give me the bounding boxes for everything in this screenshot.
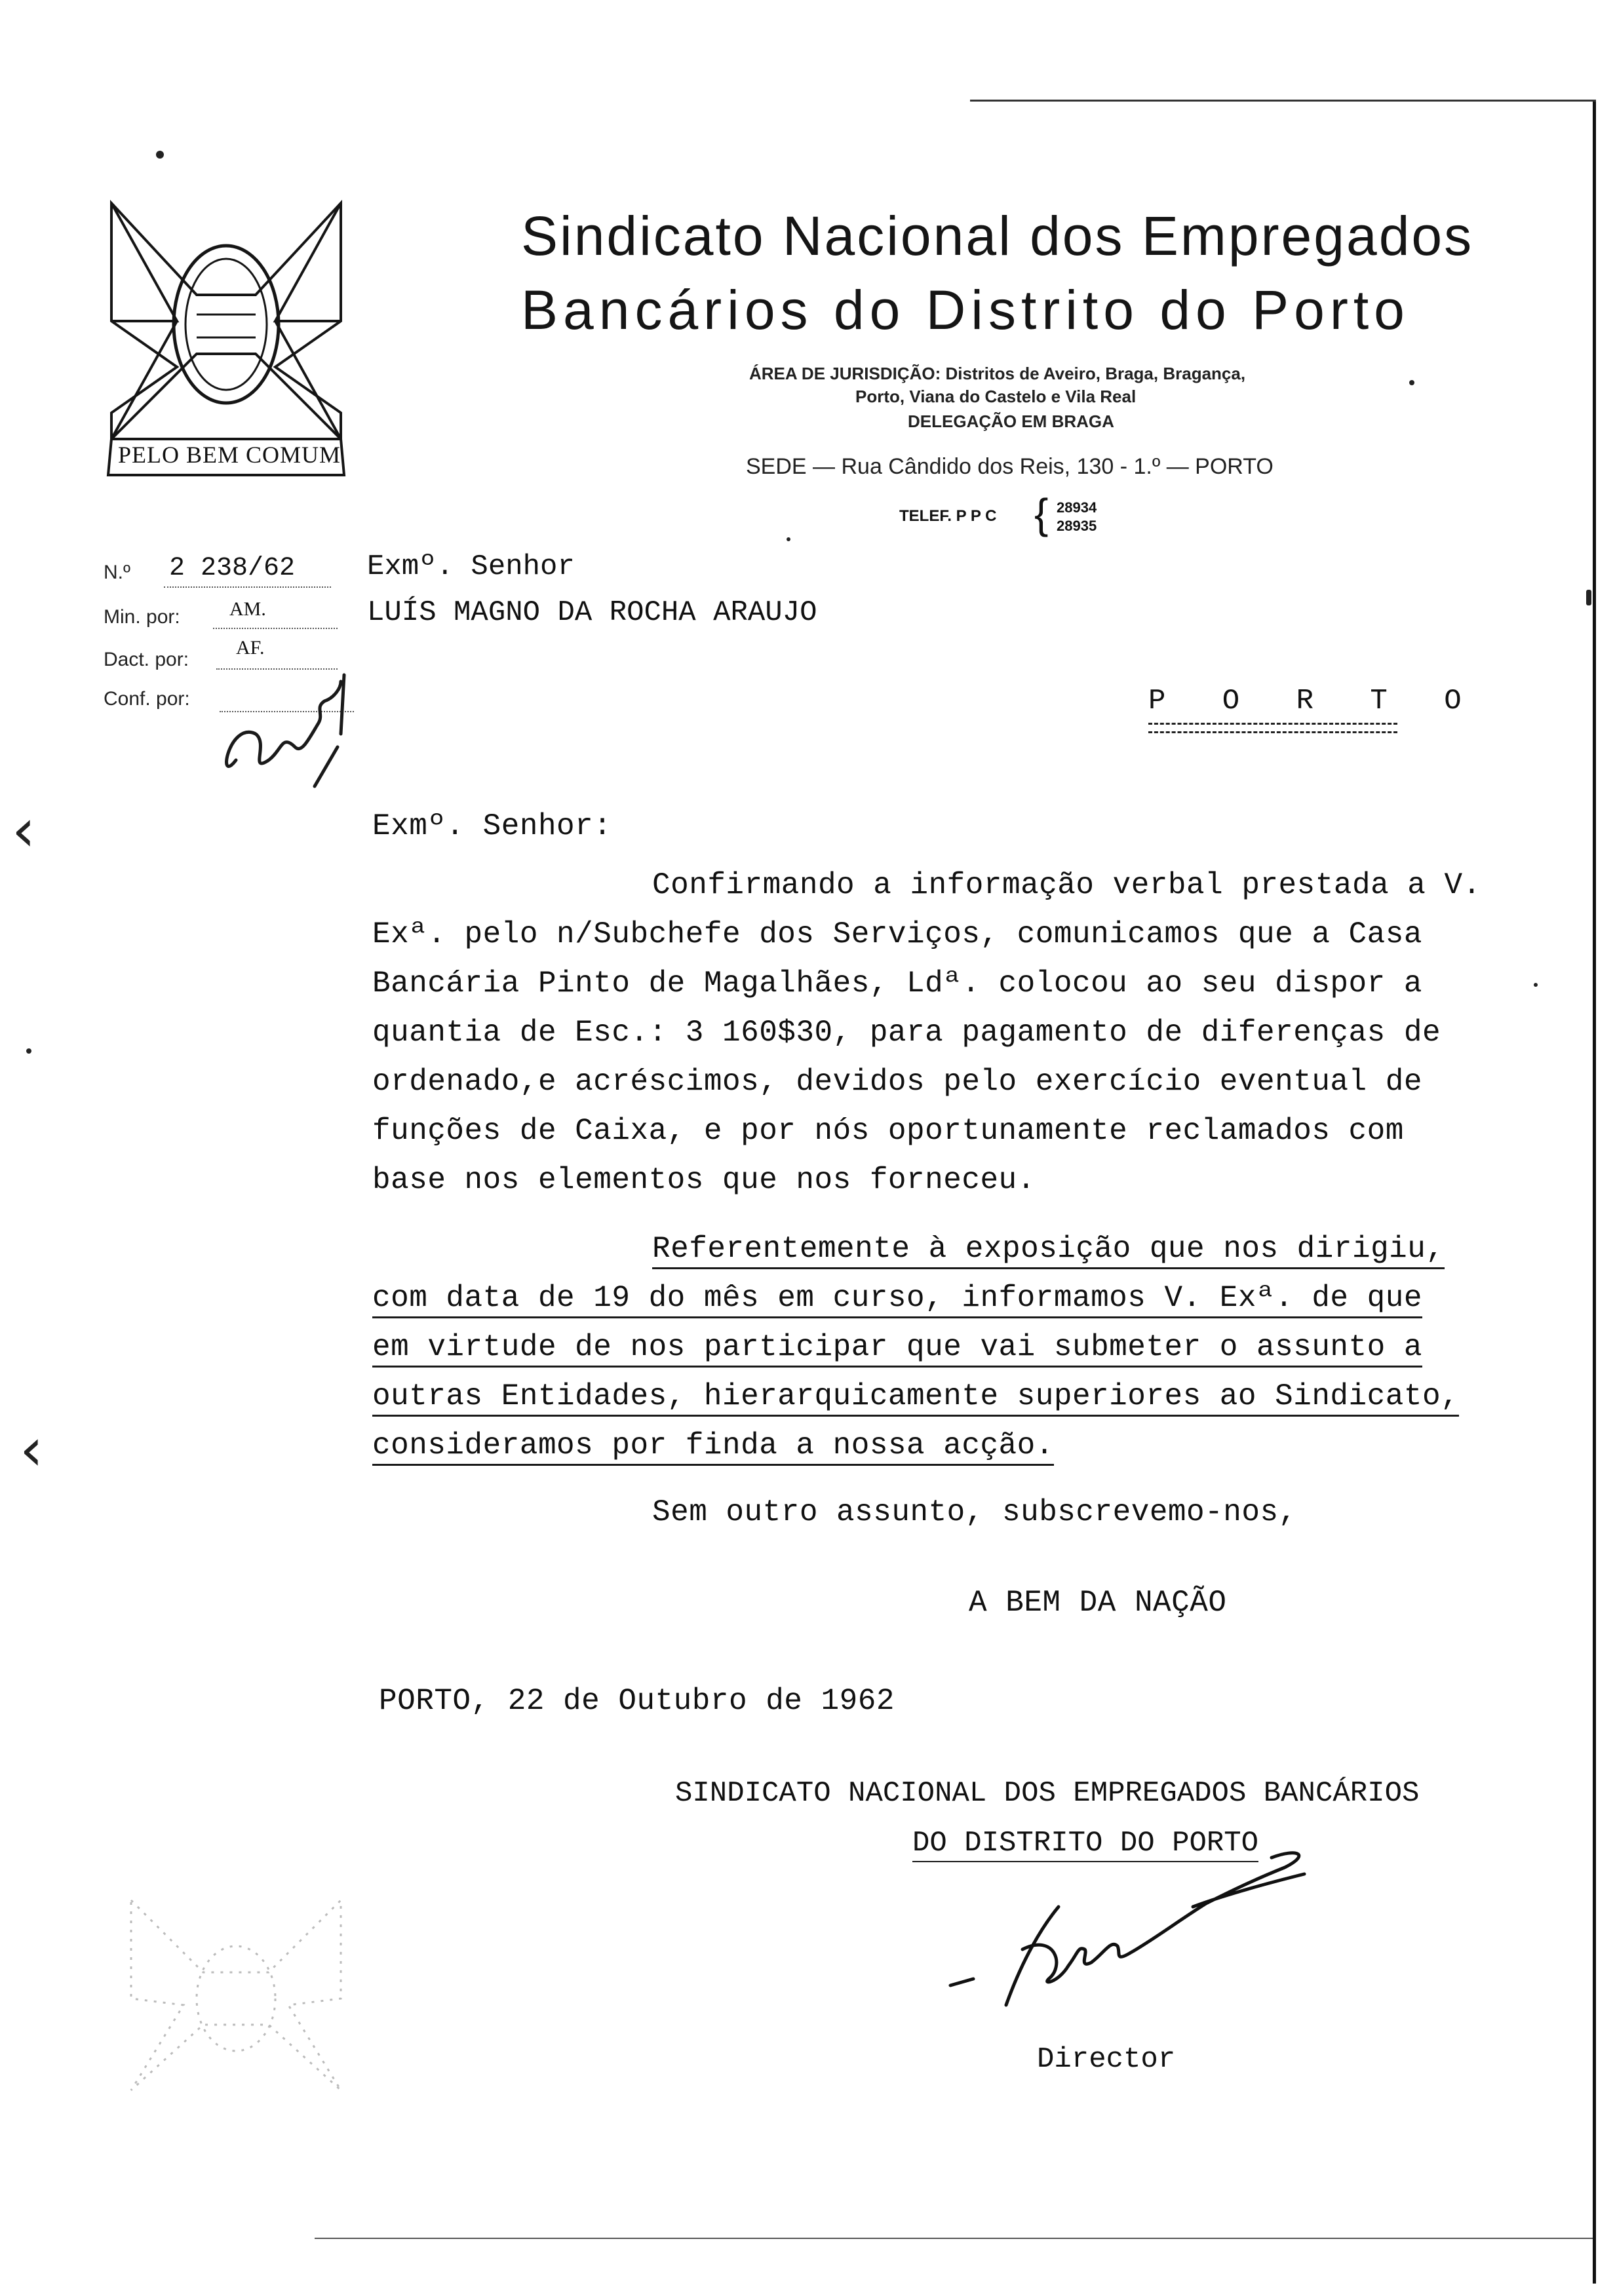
p2-line: com data de 19 do mês em curso, informamos V. Exª. de que bbox=[372, 1281, 1422, 1318]
scan-speck bbox=[1409, 380, 1414, 385]
p1-line: Confirmando a informação verbal prestada a V. bbox=[652, 868, 1481, 902]
addressee-city: P O R T O bbox=[1148, 685, 1481, 718]
dact-value: AF. bbox=[236, 637, 265, 659]
binding-mark-icon: ‹ bbox=[12, 796, 35, 865]
city-double-underline bbox=[1148, 723, 1397, 733]
addressee-name: LUÍS MAGNO DA ROCHA ARAUJO bbox=[367, 596, 817, 629]
motto-line: A BEM DA NAÇÃO bbox=[969, 1586, 1227, 1620]
ref-number-value: 2 238/62 bbox=[169, 554, 296, 583]
embossed-seal-icon bbox=[111, 1874, 360, 2123]
binding-mark-icon: ‹ bbox=[20, 1415, 43, 1484]
frame-top-edge bbox=[970, 100, 1596, 102]
address: SEDE — Rua Cândido dos Reis, 130 - 1.º — PORTO bbox=[746, 454, 1274, 479]
director-signature-icon bbox=[944, 1835, 1350, 2031]
p2-line: Referentemente à exposição que nos dirigiu, bbox=[652, 1232, 1445, 1269]
dact-label: Dact. por: bbox=[104, 649, 189, 670]
org-name-line2: Bancários do Distrito do Porto bbox=[521, 279, 1410, 341]
ref-number-line bbox=[164, 586, 331, 588]
closing-line: Sem outro assunto, subscrevemo-nos, bbox=[652, 1495, 1297, 1529]
scan-speck bbox=[26, 1048, 31, 1054]
p2-line: consideramos por finda a nossa acção. bbox=[372, 1428, 1054, 1466]
min-line bbox=[213, 628, 338, 629]
p1-line: funções de Caixa, e por nós oportunamente reclamados com bbox=[372, 1114, 1404, 1148]
p2-line: outras Entidades, hierarquicamente superiores ao Sindicato, bbox=[372, 1379, 1459, 1417]
signature-title: Director bbox=[1037, 2043, 1176, 2076]
p2-line: em virtude de nos participar que vai submeter o assunto a bbox=[372, 1330, 1422, 1368]
phone-number-2: 28935 bbox=[1057, 518, 1097, 534]
min-value: AM. bbox=[229, 598, 266, 620]
ref-number-label: N.º bbox=[104, 562, 130, 583]
p1-line: ordenado,e acréscimos, devidos pelo exercício eventual de bbox=[372, 1065, 1422, 1099]
signature-org-line1: SINDICATO NACIONAL DOS EMPREGADOS BANCÁRIOS bbox=[675, 1777, 1420, 1810]
scan-speck bbox=[787, 537, 790, 541]
jurisdiction-line2: Porto, Viana do Castelo e Vila Real bbox=[855, 387, 1137, 406]
scan-speck bbox=[1534, 983, 1538, 987]
signature-org-line2: DO DISTRITO DO PORTO bbox=[912, 1827, 1258, 1862]
jurisdiction-line1: ÁREA DE JURISDIÇÃO: Distritos de Aveiro, Braga, Bragança, bbox=[749, 364, 1246, 383]
frame-right-edge bbox=[1593, 102, 1596, 2284]
min-label: Min. por: bbox=[104, 606, 180, 628]
scan-speck bbox=[1586, 590, 1591, 605]
logo-emblem bbox=[98, 190, 354, 491]
scan-speck bbox=[156, 151, 164, 159]
delegation: DELEGAÇÃO EM BRAGA bbox=[908, 411, 1114, 431]
addressee-salutation: Exmº. Senhor bbox=[367, 550, 575, 583]
phone-label: TELEF. P P C bbox=[899, 507, 997, 525]
p1-line: base nos elementos que nos forneceu. bbox=[372, 1163, 1036, 1197]
letter-date: PORTO, 22 de Outubro de 1962 bbox=[379, 1684, 895, 1718]
org-name-line1: Sindicato Nacional dos Empregados bbox=[521, 205, 1474, 267]
initials-scribble-icon bbox=[210, 662, 374, 793]
conf-label: Conf. por: bbox=[104, 688, 190, 710]
p1-line: quantia de Esc.: 3 160$30, para pagamento de diferenças de bbox=[372, 1016, 1441, 1050]
phone-number-1: 28934 bbox=[1057, 499, 1097, 516]
p1-line: Exª. pelo n/Subchefe dos Serviços, comunicamos que a Casa bbox=[372, 917, 1422, 951]
p1-line: Bancária Pinto de Magalhães, Ldª. colocou ao seu dispor a bbox=[372, 966, 1422, 1001]
logo-motto: PELO BEM COMUM bbox=[118, 442, 341, 468]
phone-brace: { bbox=[1034, 490, 1049, 537]
frame-bottom-edge bbox=[315, 2238, 1593, 2239]
greeting: Exmº. Senhor: bbox=[372, 809, 612, 843]
